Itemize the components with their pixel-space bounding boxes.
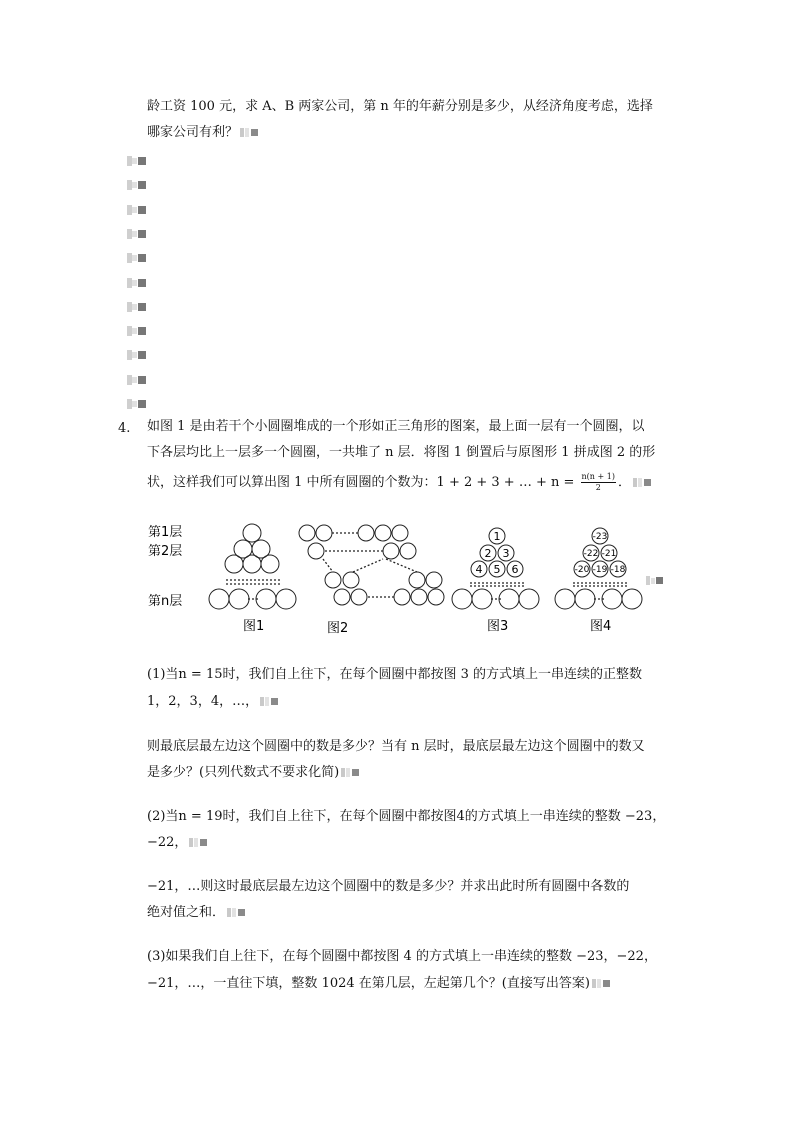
part1-line-2-text: 1，2，3，4，…， xyxy=(147,694,259,709)
part2-line-2-text: −22， xyxy=(147,835,188,850)
fig4-number: -23 xyxy=(592,532,608,542)
part3-line-2 xyxy=(147,973,612,995)
fig2-caption: 图2 xyxy=(327,621,349,636)
layer-2-label: 第2层 xyxy=(148,544,183,559)
fig3-number: 6 xyxy=(511,563,519,576)
watermark-icon xyxy=(227,908,247,917)
fig4-number: -19 xyxy=(592,565,608,575)
intro-line-2-text: 哪家公司有利？ xyxy=(147,125,239,140)
part1-line-4 xyxy=(147,762,361,784)
fig2-circle xyxy=(409,572,425,588)
q4-paragraph-line-2: 下各层均比上一层多一个圆圈，一共堆了 n 层．将图 1 倒置后与原图形 1 拼成图 2 的形 xyxy=(147,445,656,460)
fig3-circle xyxy=(499,589,519,609)
fig1-circle xyxy=(243,555,261,573)
fig3-number: 1 xyxy=(493,530,501,543)
fig3-number: 4 xyxy=(475,563,483,576)
fig4-circle xyxy=(602,589,622,609)
q4-line-3-text: 状，这样我们可以算出图 1 中所有圆圈的个数为：1 + 2 + 3 + … + n = xyxy=(147,475,575,490)
watermark-icon xyxy=(646,576,663,585)
fig1-circle xyxy=(256,589,276,609)
fig4-circle xyxy=(555,589,575,609)
fig1-circle xyxy=(261,555,279,573)
fig2-circle xyxy=(299,525,315,541)
part2-line-4-text: 绝对值之和． xyxy=(147,905,226,920)
part2-line-3: −21，…则这时最底层最左边这个圆圈中的数是多少？并求出此时所有圆圈中各数的 xyxy=(147,879,630,894)
watermark-icon xyxy=(592,979,612,988)
part1-line-4-text: 是多少？(只列代数式不要求化简) xyxy=(147,765,340,780)
part3-line-2-text: −21，…，一直往下填，整数 1024 在第几层，左起第几个？(直接写出答案) xyxy=(147,976,590,991)
q4-line-3-end: ． xyxy=(617,475,631,490)
part3-line-1: (3)如果我们自上往下，在每个圆圈中都按图 4 的方式填上一串连续的整数 −23，−22， xyxy=(147,949,657,964)
fig4-circle xyxy=(575,589,595,609)
watermark-icon xyxy=(260,697,280,706)
fraction-denominator: 2 xyxy=(595,483,601,492)
question-number: 4. xyxy=(118,421,131,436)
fig3-circle xyxy=(452,589,472,609)
part1-line-1: (1)当n = 15时，我们自上往下，在每个圆圈中都按图 3 的方式填上一串连续的正整数 xyxy=(147,667,643,682)
dotted-line xyxy=(353,559,383,572)
fig2-circle xyxy=(325,572,341,588)
watermark-icon xyxy=(127,156,147,166)
watermark-icon xyxy=(127,399,147,409)
dotted-line xyxy=(323,559,333,572)
watermark-icon xyxy=(127,350,147,360)
part2-line-2 xyxy=(147,832,209,854)
watermark-icon xyxy=(633,478,653,487)
watermark-icon xyxy=(127,253,147,263)
watermark-icon xyxy=(127,302,147,312)
fig3-number: 2 xyxy=(484,547,492,560)
fig3-number: 5 xyxy=(493,563,501,576)
watermark-icon xyxy=(127,375,147,385)
watermark-icon xyxy=(240,128,260,137)
layer-1-label: 第1层 xyxy=(148,525,183,540)
watermark-icon xyxy=(127,180,147,190)
fig1-circle xyxy=(209,589,229,609)
fig2-circle xyxy=(428,589,444,605)
fig4-number: -21 xyxy=(601,549,617,559)
fig3-caption: 图3 xyxy=(487,619,509,634)
part1-line-3: 则最底层最左边这个圆圈中的数是多少？当有 n 层时，最底层最左边这个圆圈中的数又 xyxy=(147,739,645,754)
fig1-circle xyxy=(225,555,243,573)
fig2-circle xyxy=(400,543,416,559)
fig4-number: -22 xyxy=(583,549,599,559)
intro-line-1: 龄工资 100 元，求 A、B 两家公司，第 n 年的年薪分别是多少，从经济角度考虑，选择 xyxy=(147,99,653,114)
fig2-circle xyxy=(375,525,391,541)
fig4-number: -18 xyxy=(610,565,626,575)
fraction xyxy=(581,472,616,493)
fig2-circle xyxy=(343,572,359,588)
fig2-circle xyxy=(411,589,427,605)
watermark-icon xyxy=(127,326,147,336)
fig1-caption: 图1 xyxy=(243,619,265,634)
part2-line-4 xyxy=(147,902,247,924)
circle-pile-figure xyxy=(140,518,670,640)
fig3-circle xyxy=(519,589,539,609)
q4-paragraph-line-1: 如图 1 是由若干个小圆圈堆成的一个形如正三角形的图案，最上面一层有一个圆圈，以 xyxy=(147,419,645,434)
fig2-circle xyxy=(316,525,332,541)
fig4-circle xyxy=(622,589,642,609)
fig1-circle xyxy=(229,589,249,609)
layer-n-label: 第n层 xyxy=(148,594,183,609)
fig2-circle xyxy=(334,589,350,605)
fig2-circle xyxy=(308,543,324,559)
fig1-circle xyxy=(276,589,296,609)
part1-line-2 xyxy=(147,691,280,713)
fig4-caption: 图4 xyxy=(590,619,612,634)
dotted-line xyxy=(386,559,417,572)
watermark-icon xyxy=(127,205,147,215)
fig2-circle xyxy=(358,525,374,541)
watermark-icon xyxy=(341,768,361,777)
fig4-number: -20 xyxy=(574,565,590,575)
intro-line-2 xyxy=(147,122,260,144)
watermark-icon xyxy=(189,838,209,847)
fig1-circle xyxy=(243,524,261,542)
fraction-numerator: n(n + 1) xyxy=(581,472,615,481)
q4-paragraph-line-3 xyxy=(147,472,653,494)
fig3-number: 3 xyxy=(502,547,510,560)
fig3-circle xyxy=(472,589,492,609)
watermark-icon xyxy=(127,229,147,239)
fig2-circle xyxy=(426,572,442,588)
part2-line-1: (2)当n = 19时，我们自上往下，在每个圆圈中都按图4的方式填上一串连续的整数 −23， xyxy=(147,809,666,824)
fig2-circle xyxy=(351,589,367,605)
watermark-icon xyxy=(127,278,147,288)
fig2-circle xyxy=(383,543,399,559)
fig2-circle xyxy=(392,525,408,541)
fig2-circle xyxy=(394,589,410,605)
